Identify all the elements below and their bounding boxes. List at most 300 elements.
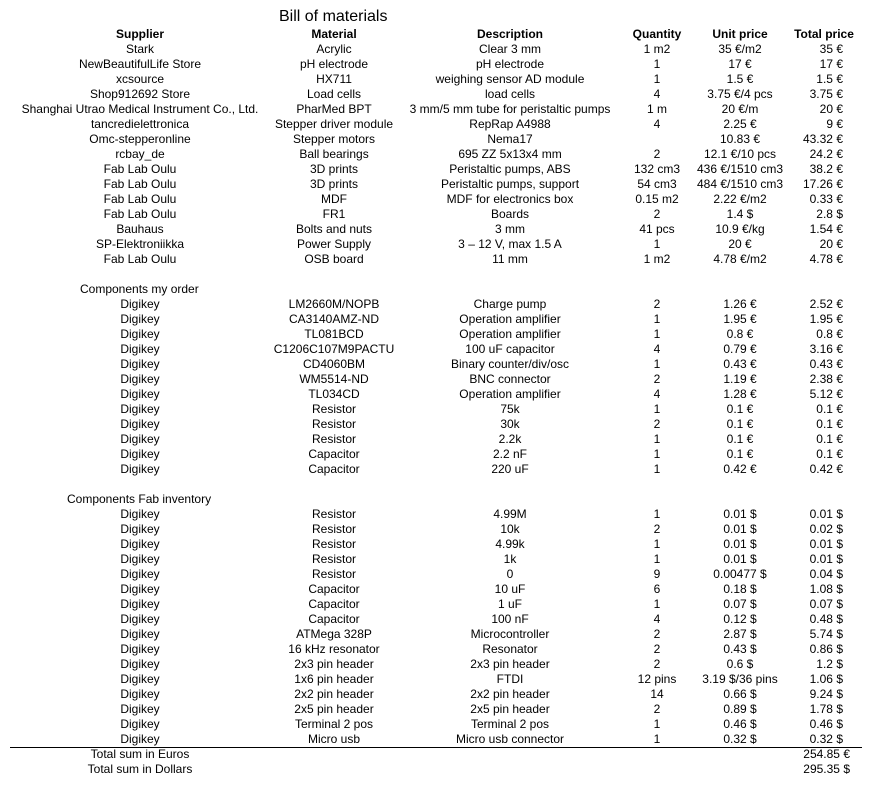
cell-unit-price: 4.78 €/m2	[713, 252, 767, 266]
table-row	[0, 537, 874, 552]
cell-total-price: 1.5 €	[816, 72, 843, 86]
cell-unit-price: 0.12 $	[723, 612, 757, 626]
cell-quantity: 1	[653, 327, 661, 341]
cell-description: 2.2k	[498, 432, 522, 446]
cell-description: 2x2 pin header	[470, 687, 550, 701]
cell-material: C1206C107M9PACTU	[273, 342, 395, 356]
cell-description: Operation amplifier	[459, 387, 561, 401]
cell-quantity: 132 cm3	[633, 162, 681, 176]
cell-supplier: Fab Lab Oulu	[103, 252, 177, 266]
cell-total-price: 9.24 $	[809, 687, 843, 701]
table-row	[0, 42, 874, 57]
table-row	[0, 672, 874, 687]
cell-total-price: 3.16 €	[809, 342, 843, 356]
cell-supplier: Digikey	[120, 312, 160, 326]
table-row	[0, 687, 874, 702]
cell-description: 1k	[503, 552, 517, 566]
cell-quantity: 14	[650, 687, 664, 701]
cell-unit-price: 0.01 $	[723, 507, 757, 521]
cell-quantity: 2	[653, 207, 661, 221]
total-dollars-row	[0, 762, 874, 777]
cell-quantity: 2	[653, 702, 661, 716]
cell-total-price: 38.2 €	[809, 162, 843, 176]
cell-supplier: Digikey	[120, 372, 160, 386]
cell-quantity: 1	[653, 402, 661, 416]
cell-material: Capacitor	[308, 447, 360, 461]
cell-total-price: 43.32 €	[802, 132, 843, 146]
cell-description: weighing sensor AD module	[435, 72, 585, 86]
cell-supplier: Digikey	[120, 462, 160, 476]
cell-quantity: 1	[653, 237, 661, 251]
cell-quantity: 4	[653, 117, 661, 131]
header-material: Material	[311, 27, 357, 41]
cell-material: 3D prints	[309, 177, 359, 191]
cell-supplier: Fab Lab Oulu	[103, 207, 177, 221]
cell-total-price: 0.33 €	[809, 192, 843, 206]
cell-quantity: 1	[653, 717, 661, 731]
cell-unit-price: 0.01 $	[723, 537, 757, 551]
cell-material: Stepper driver module	[274, 117, 394, 131]
cell-unit-price: 12.1 €/10 pcs	[703, 147, 777, 161]
table-row	[0, 582, 874, 597]
table-row	[0, 402, 874, 417]
cell-total-price: 17 €	[819, 57, 843, 71]
cell-description: Microcontroller	[470, 627, 550, 641]
cell-description: 1 uF	[497, 597, 523, 611]
table-row	[0, 357, 874, 372]
table-row	[0, 192, 874, 207]
cell-total-price: 0.07 $	[809, 597, 843, 611]
cell-description: Terminal 2 pos	[470, 717, 550, 731]
cell-unit-price: 1.19 €	[723, 372, 757, 386]
cell-total-price: 24.2 €	[809, 147, 843, 161]
cell-unit-price: 1.4 $	[726, 207, 754, 221]
cell-description: 3 mm/5 mm tube for peristaltic pumps	[409, 102, 611, 116]
cell-total-price: 35 €	[819, 42, 843, 56]
table-row	[0, 237, 874, 252]
cell-unit-price: 0.32 $	[723, 732, 757, 746]
table-row	[0, 432, 874, 447]
section-label-fab-inventory: Components Fab inventory	[67, 492, 212, 506]
table-row	[0, 102, 874, 117]
cell-total-price: 0.42 €	[809, 462, 843, 476]
cell-supplier: Shop912692 Store	[89, 87, 191, 101]
cell-material: pH electrode	[299, 57, 369, 71]
cell-total-price: 4.78 €	[809, 252, 843, 266]
total-euros-label: Total sum in Euros	[90, 747, 190, 761]
cell-unit-price: 0.43 $	[723, 642, 757, 656]
table-row	[0, 297, 874, 312]
header-supplier: Supplier	[115, 27, 165, 41]
cell-material: Resistor	[311, 417, 357, 431]
cell-supplier: Fab Lab Oulu	[103, 177, 177, 191]
cell-supplier: Stark	[125, 42, 155, 56]
total-euros-value: 254.85 €	[803, 747, 850, 761]
cell-supplier: Digikey	[120, 552, 160, 566]
cell-quantity: 1	[653, 447, 661, 461]
cell-supplier: Digikey	[120, 717, 160, 731]
table-row	[0, 327, 874, 342]
cell-material: 2x2 pin header	[294, 687, 374, 701]
cell-description: 695 ZZ 5x13x4 mm	[458, 147, 562, 161]
table-row	[0, 657, 874, 672]
table-row	[0, 417, 874, 432]
cell-supplier: Digikey	[120, 522, 160, 536]
cell-material: 16 kHz resonator	[288, 642, 380, 656]
table-row	[0, 207, 874, 222]
sheet-title: Bill of materials	[279, 8, 388, 25]
cell-description: 2x3 pin header	[470, 657, 550, 671]
cell-quantity: 41 pcs	[639, 222, 675, 236]
cell-supplier: Digikey	[120, 582, 160, 596]
cell-description: Operation amplifier	[459, 327, 561, 341]
cell-supplier: Bauhaus	[116, 222, 164, 236]
cell-unit-price: 17 €	[728, 57, 752, 71]
cell-quantity: 1	[653, 72, 661, 86]
cell-unit-price: 0.8 €	[726, 327, 754, 341]
cell-quantity: 1	[653, 597, 661, 611]
cell-quantity: 1	[653, 57, 661, 71]
cell-quantity: 2	[653, 522, 661, 536]
cell-supplier: Shanghai Utrao Medical Instrument Co., Ltd.	[21, 102, 259, 116]
table-row	[0, 387, 874, 402]
cell-material: CD4060BM	[302, 357, 366, 371]
header-description: Description	[476, 27, 544, 41]
cell-material: PharMed BPT	[296, 102, 372, 116]
cell-quantity: 2	[653, 297, 661, 311]
cell-unit-price: 0.6 $	[726, 657, 754, 671]
cell-total-price: 0.1 €	[816, 417, 843, 431]
cell-quantity: 54 cm3	[637, 177, 677, 191]
table-row	[0, 147, 874, 162]
cell-quantity: 12 pins	[637, 672, 677, 686]
cell-description: Peristaltic pumps, ABS	[449, 162, 571, 176]
cell-material: Load cells	[306, 87, 362, 101]
table-row	[0, 552, 874, 567]
cell-total-price: 0.46 $	[809, 717, 843, 731]
cell-supplier: NewBeautifulLife Store	[78, 57, 202, 71]
cell-supplier: Digikey	[120, 297, 160, 311]
cell-material: FR1	[322, 207, 346, 221]
cell-supplier: Digikey	[120, 597, 160, 611]
cell-supplier: Digikey	[120, 537, 160, 551]
cell-total-price: 0.02 $	[809, 522, 843, 536]
table-row	[0, 462, 874, 477]
cell-material: WM5514-ND	[299, 372, 369, 386]
cell-supplier: Digikey	[120, 687, 160, 701]
header-total-price: Total price	[794, 27, 854, 41]
cell-material: Terminal 2 pos	[294, 717, 374, 731]
cell-material: Resistor	[311, 522, 357, 536]
cell-unit-price: 2.25 €	[723, 117, 757, 131]
cell-material: 1x6 pin header	[294, 672, 374, 686]
cell-total-price: 0.04 $	[809, 567, 843, 581]
cell-unit-price: 0.01 $	[723, 552, 757, 566]
total-dollars-label: Total sum in Dollars	[87, 762, 193, 776]
cell-total-price: 0.48 $	[809, 612, 843, 626]
cell-description: load cells	[484, 87, 536, 101]
cell-quantity: 1	[653, 312, 661, 326]
cell-material: Capacitor	[308, 612, 360, 626]
cell-quantity: 1	[653, 432, 661, 446]
section-label-my-order: Components my order	[80, 282, 199, 296]
cell-material: TL081BCD	[304, 327, 364, 341]
cell-description: 10k	[500, 522, 520, 536]
table-row	[0, 342, 874, 357]
cell-material: Power Supply	[296, 237, 372, 251]
table-row	[0, 507, 874, 522]
cell-quantity: 1 m2	[643, 252, 671, 266]
cell-unit-price: 0.42 €	[723, 462, 757, 476]
cell-description: 75k	[500, 402, 520, 416]
table-row	[0, 702, 874, 717]
cell-description: FTDI	[496, 672, 524, 686]
cell-description: pH electrode	[475, 57, 545, 71]
header-row	[0, 27, 874, 42]
table-row	[0, 57, 874, 72]
total-dollars-value: 295.35 $	[803, 762, 850, 776]
cell-total-price: 0.43 €	[809, 357, 843, 371]
cell-supplier: Digikey	[120, 567, 160, 581]
cell-unit-price: 20 €	[728, 237, 752, 251]
cell-material: HX711	[316, 72, 352, 86]
cell-description: Operation amplifier	[459, 312, 561, 326]
cell-supplier: Digikey	[120, 732, 160, 746]
cell-description: 100 uF capacitor	[465, 342, 555, 356]
cell-quantity: 9	[653, 567, 661, 581]
cell-supplier: Digikey	[120, 342, 160, 356]
cell-material: 2x3 pin header	[294, 657, 374, 671]
cell-total-price: 17.26 €	[802, 177, 843, 191]
cell-supplier: Digikey	[120, 432, 160, 446]
cell-unit-price: 1.28 €	[723, 387, 757, 401]
cell-material: CA3140AMZ-ND	[288, 312, 380, 326]
cell-quantity: 1	[653, 357, 661, 371]
cell-quantity: 0.15 m2	[635, 192, 679, 206]
cell-quantity: 4	[653, 87, 661, 101]
cell-description: 220 uF	[491, 462, 529, 476]
cell-material: Resistor	[311, 432, 357, 446]
cell-total-price: 2.8 $	[816, 207, 843, 221]
cell-unit-price: 3.75 €/4 pcs	[707, 87, 773, 101]
cell-description: 100 nF	[491, 612, 529, 626]
cell-unit-price: 0.1 €	[726, 402, 754, 416]
cell-supplier: Digikey	[120, 447, 160, 461]
header-unit-price: Unit price	[712, 27, 768, 41]
cell-total-price: 1.78 $	[809, 702, 843, 716]
cell-description: RepRap A4988	[469, 117, 551, 131]
cell-total-price: 0.01 $	[809, 552, 843, 566]
cell-total-price: 0.1 €	[816, 447, 843, 461]
cell-material: Resistor	[311, 567, 357, 581]
cell-quantity: 1	[653, 552, 661, 566]
cell-supplier: Fab Lab Oulu	[103, 192, 177, 206]
cell-material: LM2660M/NOPB	[288, 297, 380, 311]
cell-quantity: 2	[653, 417, 661, 431]
table-row	[0, 597, 874, 612]
cell-description: 3 – 12 V, max 1.5 A	[458, 237, 562, 251]
cell-description: Peristaltic pumps, support	[440, 177, 580, 191]
cell-quantity: 4	[653, 342, 661, 356]
cell-material: Resistor	[311, 552, 357, 566]
cell-material: MDF	[321, 192, 347, 206]
cell-total-price: 5.12 €	[809, 387, 843, 401]
cell-unit-price: 2.22 €/m2	[713, 192, 767, 206]
cell-supplier: rcbay_de	[115, 147, 165, 161]
total-euros-row	[0, 747, 874, 762]
table-row	[0, 117, 874, 132]
cell-supplier: Digikey	[120, 357, 160, 371]
cell-unit-price: 0.1 €	[726, 432, 754, 446]
cell-total-price: 9 €	[826, 117, 843, 131]
cell-description: Charge pump	[473, 297, 547, 311]
cell-quantity: 1	[653, 462, 661, 476]
cell-total-price: 1.2 $	[816, 657, 843, 671]
cell-quantity: 2	[653, 657, 661, 671]
cell-quantity: 2	[653, 627, 661, 641]
cell-unit-price: 0.46 $	[723, 717, 757, 731]
cell-unit-price: 0.07 $	[723, 597, 757, 611]
cell-supplier: tancredielettronica	[90, 117, 190, 131]
cell-supplier: Digikey	[120, 612, 160, 626]
cell-supplier: Digikey	[120, 657, 160, 671]
cell-quantity: 1 m2	[643, 42, 671, 56]
cell-supplier: Fab Lab Oulu	[103, 162, 177, 176]
table-row	[0, 447, 874, 462]
cell-description: 2x5 pin header	[470, 702, 550, 716]
cell-material: Resistor	[311, 537, 357, 551]
cell-description: Binary counter/div/osc	[450, 357, 570, 371]
cell-unit-price: 0.1 €	[726, 447, 754, 461]
cell-material: Resistor	[311, 507, 357, 521]
cell-unit-price: 10.9 €/kg	[715, 222, 765, 236]
cell-quantity: 2	[653, 372, 661, 386]
cell-unit-price: 35 €/m2	[718, 42, 762, 56]
cell-description: 4.99M	[493, 507, 527, 521]
cell-material: Micro usb	[307, 732, 361, 746]
cell-material: ATMega 328P	[296, 627, 372, 641]
cell-material: Capacitor	[308, 462, 360, 476]
cell-unit-price: 0.89 $	[723, 702, 757, 716]
cell-unit-price: 1.5 €	[726, 72, 754, 86]
cell-quantity: 4	[653, 612, 661, 626]
cell-unit-price: 1.95 €	[723, 312, 757, 326]
table-row	[0, 312, 874, 327]
cell-unit-price: 0.79 €	[723, 342, 757, 356]
cell-total-price: 2.38 €	[809, 372, 843, 386]
table-row	[0, 222, 874, 237]
cell-supplier: Digikey	[120, 402, 160, 416]
cell-supplier: xcsource	[115, 72, 165, 86]
cell-material: OSB board	[304, 252, 364, 266]
cell-material: Bolts and nuts	[295, 222, 373, 236]
cell-material: 2x5 pin header	[294, 702, 374, 716]
cell-description: 10 uF	[494, 582, 526, 596]
cell-description: Micro usb connector	[455, 732, 565, 746]
table-row	[0, 162, 874, 177]
cell-total-price: 2.52 €	[809, 297, 843, 311]
cell-description: Nema17	[487, 132, 533, 146]
cell-total-price: 0.01 $	[809, 537, 843, 551]
cell-description: 11 mm	[492, 252, 528, 266]
cell-total-price: 1.54 €	[809, 222, 843, 236]
cell-material: Capacitor	[308, 582, 360, 596]
cell-supplier: Digikey	[120, 417, 160, 431]
cell-unit-price: 0.1 €	[726, 417, 754, 431]
cell-quantity: 1	[653, 732, 661, 746]
cell-total-price: 0.1 €	[816, 432, 843, 446]
cell-supplier: Digikey	[120, 642, 160, 656]
header-quantity: Quantity	[632, 27, 682, 41]
cell-total-price: 1.08 $	[809, 582, 843, 596]
cell-description: 3 mm	[495, 222, 525, 236]
table-row	[0, 567, 874, 582]
cell-quantity: 2	[653, 642, 661, 656]
cell-unit-price: 20 €/m	[721, 102, 759, 116]
cell-total-price: 20 €	[819, 102, 843, 116]
cell-supplier: Digikey	[120, 627, 160, 641]
cell-quantity: 1	[653, 507, 661, 521]
cell-total-price: 20 €	[819, 237, 843, 251]
cell-supplier: Digikey	[120, 327, 160, 341]
cell-total-price: 3.75 €	[809, 87, 843, 101]
cell-total-price: 0.86 $	[809, 642, 843, 656]
cell-description: Clear 3 mm	[478, 42, 542, 56]
cell-unit-price: 484 €/1510 cm3	[696, 177, 784, 191]
cell-description: 4.99k	[495, 537, 525, 551]
cell-material: TL034CD	[308, 387, 360, 401]
table-row	[0, 522, 874, 537]
cell-total-price: 0.32 $	[809, 732, 843, 746]
cell-unit-price: 3.19 $/36 pins	[702, 672, 778, 686]
cell-description: Resonator	[482, 642, 538, 656]
cell-quantity: 1	[653, 537, 661, 551]
cell-description: 30k	[500, 417, 520, 431]
table-row	[0, 177, 874, 192]
table-row	[0, 72, 874, 87]
cell-description: Boards	[490, 207, 530, 221]
cell-total-price: 1.06 $	[809, 672, 843, 686]
cell-unit-price: 2.87 $	[723, 627, 757, 641]
table-row	[0, 612, 874, 627]
table-row	[0, 642, 874, 657]
cell-quantity: 6	[653, 582, 661, 596]
cell-total-price: 5.74 $	[809, 627, 843, 641]
table-row	[0, 627, 874, 642]
cell-description: 2.2 nF	[492, 447, 528, 461]
cell-total-price: 1.95 €	[809, 312, 843, 326]
cell-total-price: 0.8 €	[816, 327, 843, 341]
cell-material: Acrylic	[316, 42, 352, 56]
cell-description: 0	[506, 567, 514, 581]
table-row	[0, 732, 874, 747]
cell-supplier: Digikey	[120, 507, 160, 521]
cell-material: Capacitor	[308, 597, 360, 611]
cell-material: Ball bearings	[299, 147, 369, 161]
cell-unit-price: 0.00477 $	[713, 567, 767, 581]
cell-supplier: Digikey	[120, 672, 160, 686]
cell-supplier: SP-Elektroniikka	[95, 237, 185, 251]
cell-total-price: 0.1 €	[816, 402, 843, 416]
table-row	[0, 372, 874, 387]
cell-supplier: Digikey	[120, 702, 160, 716]
cell-material: Stepper motors	[292, 132, 376, 146]
cell-description: BNC connector	[469, 372, 551, 386]
cell-material: 3D prints	[309, 162, 359, 176]
cell-quantity: 4	[653, 387, 661, 401]
table-row	[0, 252, 874, 267]
cell-unit-price: 0.66 $	[723, 687, 757, 701]
